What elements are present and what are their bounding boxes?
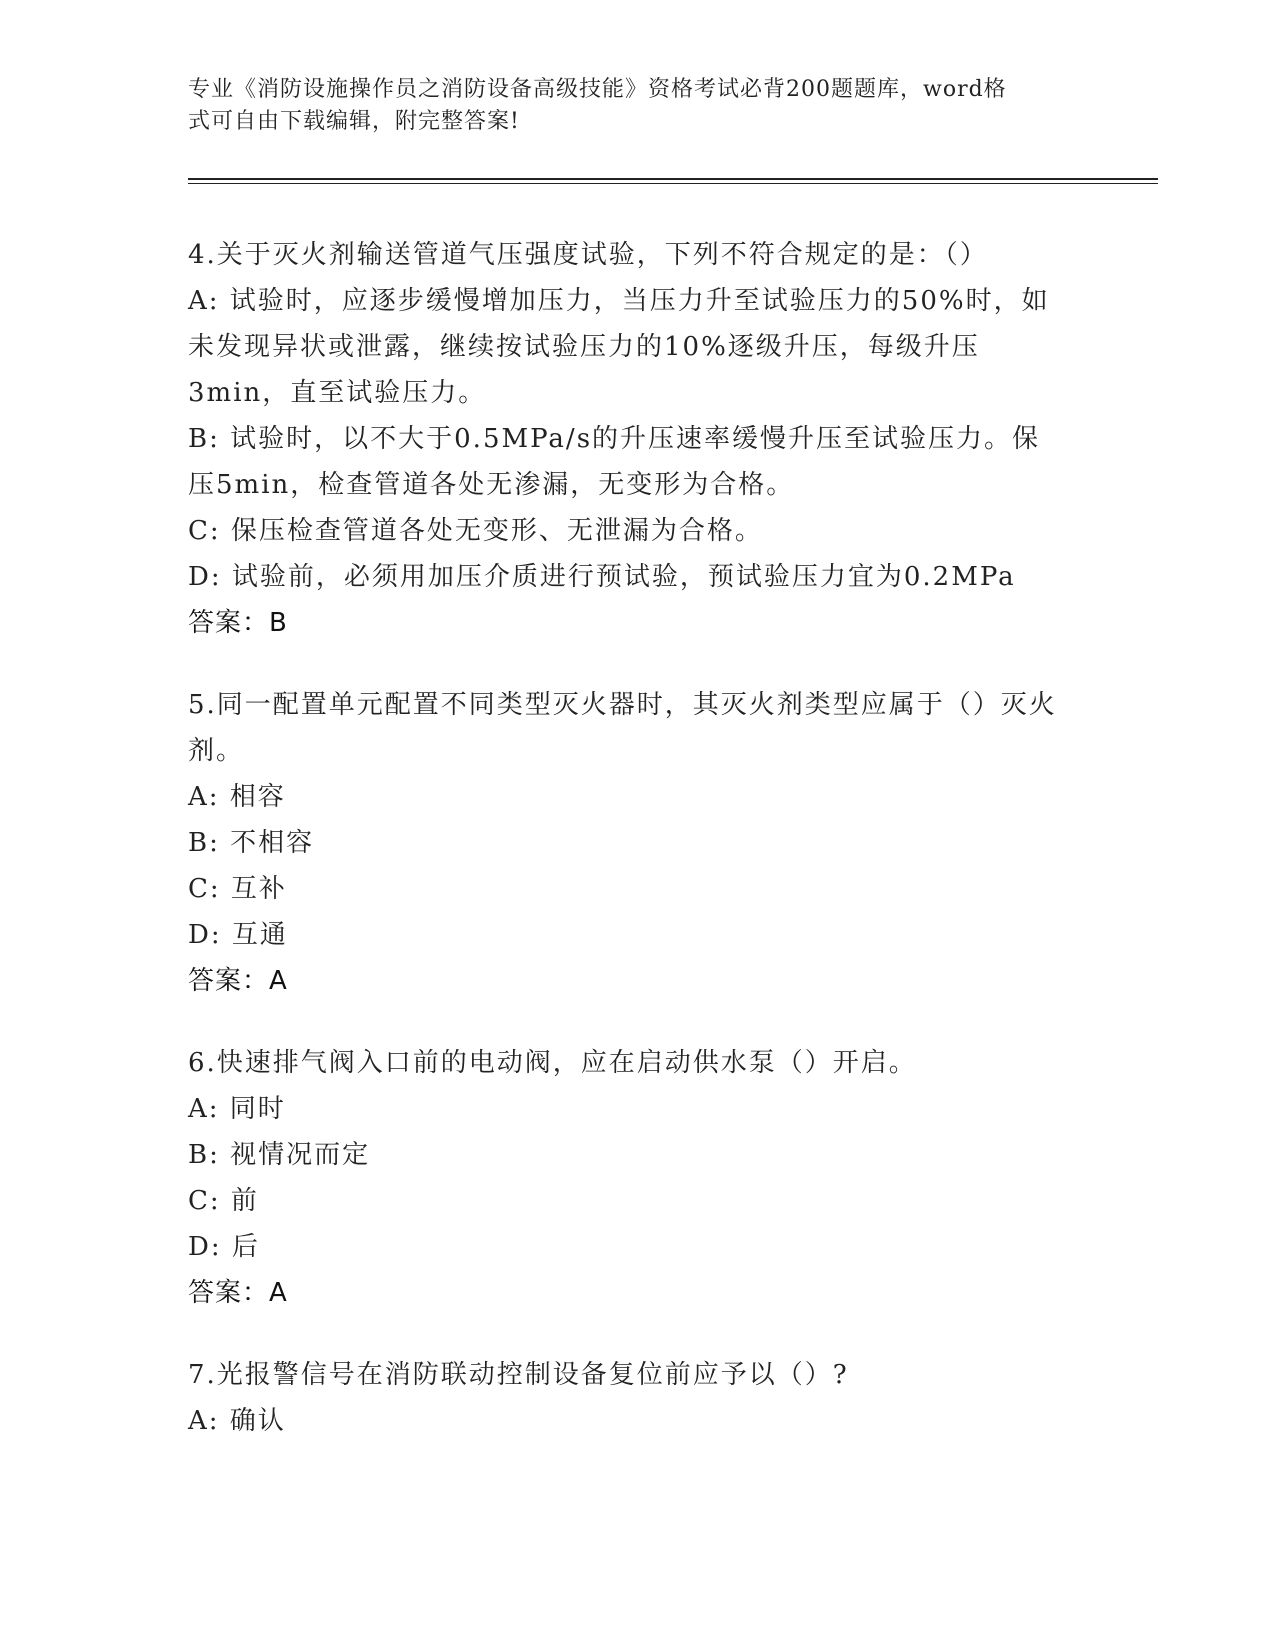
option-d: D: 后 xyxy=(188,1232,260,1262)
answer-line: 答案：A xyxy=(188,1278,288,1308)
question-list xyxy=(188,232,1068,1480)
option-c: C: 前 xyxy=(188,1186,259,1216)
question-stem: 5.同一配置单元配置不同类型灭火器时，其灭火剂类型应属于（）灭火剂。 xyxy=(188,690,1057,766)
answer-line: 答案：B xyxy=(188,608,288,638)
option-a: A: 试验时，应逐步缓慢增加压力，当压力升至试验压力的50%时，如未发现异状或泄露，继续按试验压力的10%逐级升压，每级升压3min，直至试验压力。 xyxy=(188,286,1050,408)
option-d: D: 互通 xyxy=(188,920,288,950)
option-c: C: 互补 xyxy=(188,874,287,904)
option-b: B: 不相容 xyxy=(188,828,315,858)
option-b: B: 视情况而定 xyxy=(188,1140,371,1170)
option-c: C: 保压检查管道各处无变形、无泄漏为合格。 xyxy=(188,516,763,546)
header-line-2: 式可自由下载编辑，附完整答案! xyxy=(188,109,520,134)
option-a: A: 同时 xyxy=(188,1094,286,1124)
option-a: A: 相容 xyxy=(188,782,286,812)
header-divider-thin xyxy=(188,183,1158,184)
question-7 xyxy=(188,1352,1068,1444)
document-header xyxy=(188,74,1088,138)
option-d: D: 试验前，必须用加压介质进行预试验，预试验压力宜为0.2MPa xyxy=(188,562,1016,592)
header-divider-thick xyxy=(188,178,1158,180)
question-6 xyxy=(188,1040,1068,1316)
question-stem: 7.光报警信号在消防联动控制设备复位前应予以（）? xyxy=(188,1360,849,1390)
option-a: A: 确认 xyxy=(188,1406,286,1436)
answer-line: 答案：A xyxy=(188,966,288,996)
option-b: B: 试验时，以不大于0.5MPa/s的升压速率缓慢升压至试验压力。保压5min，检查管道各处无渗漏，无变形为合格。 xyxy=(188,424,1041,500)
question-stem: 4.关于灭火剂输送管道气压强度试验，下列不符合规定的是：（） xyxy=(188,240,988,270)
question-stem: 6.快速排气阀入口前的电动阀，应在启动供水泵（）开启。 xyxy=(188,1048,917,1078)
question-4 xyxy=(188,232,1068,646)
question-5 xyxy=(188,682,1068,1004)
header-line-1: 专业《消防设施操作员之消防设备高级技能》资格考试必背200题题库，word格 xyxy=(188,77,1007,102)
